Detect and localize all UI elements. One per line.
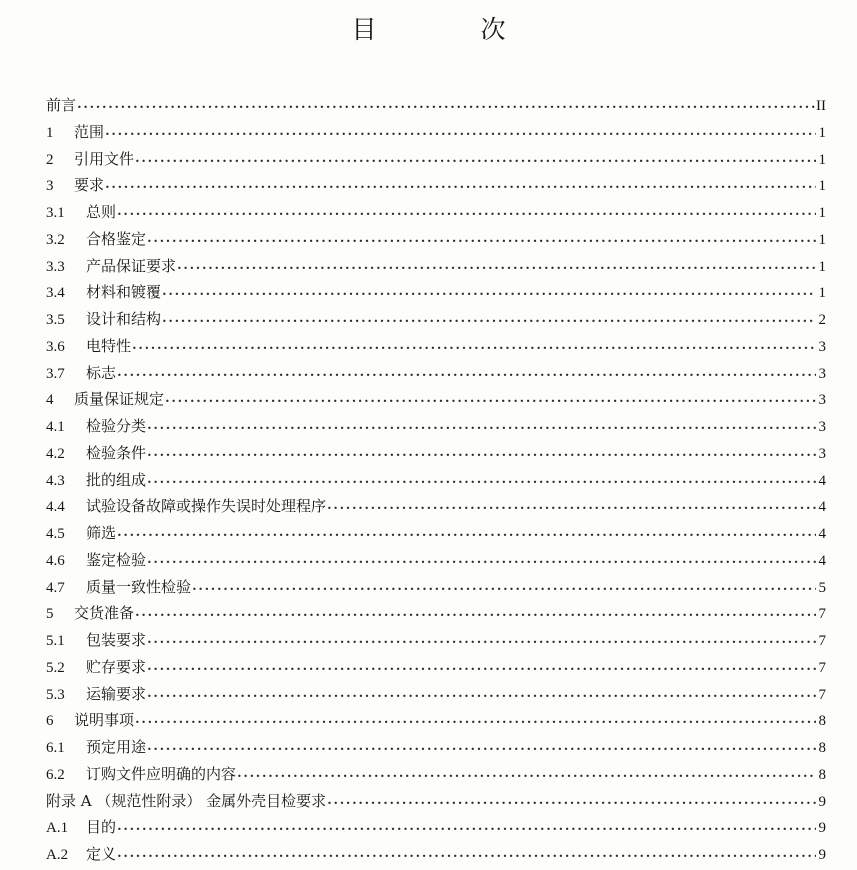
toc-entry-3-5[interactable] (46, 306, 826, 333)
toc-entry-6-1[interactable] (46, 734, 826, 761)
toc-page-number: 8 (818, 713, 826, 730)
toc-page-number: 3 (818, 419, 826, 435)
toc-entry-4-7[interactable] (46, 574, 826, 601)
toc-number: 5.3 (46, 686, 65, 703)
toc-entry-3-4[interactable] (46, 279, 826, 306)
dot-leader (147, 470, 816, 496)
toc-entry-appendix-a[interactable] (46, 788, 826, 815)
toc-page-number: 1 (818, 285, 826, 302)
toc-label: 包装要求 (86, 631, 147, 649)
toc-page-number: 7 (818, 633, 826, 649)
toc-entry-4[interactable] (46, 386, 826, 413)
dot-leader (105, 175, 816, 201)
toc-entry-3[interactable] (46, 172, 826, 199)
toc-entry-5[interactable] (46, 600, 826, 627)
dot-leader (165, 389, 816, 415)
toc-label: 质量一致性检验 (86, 577, 192, 596)
toc-label: 检验条件 (86, 443, 147, 462)
toc-page-number: 4 (818, 472, 826, 489)
toc-entry-4-5[interactable] (46, 520, 826, 547)
dot-leader (147, 657, 816, 683)
dot-leader (117, 844, 816, 870)
toc-label: 订购文件应明确的内容 (86, 764, 237, 783)
toc-page-number: 5 (818, 579, 826, 596)
toc-page-number: 4 (818, 552, 826, 569)
toc-number: 3.4 (46, 285, 65, 302)
toc-entry-6[interactable] (46, 707, 826, 734)
toc-number: 4.3 (46, 472, 65, 489)
toc-label: 鉴定检验 (86, 550, 147, 569)
toc-label: 范围 (74, 122, 105, 141)
toc-label: 定义 (86, 845, 117, 863)
dot-leader (162, 282, 816, 308)
toc-number: 5.1 (46, 633, 65, 649)
dot-leader (117, 363, 816, 389)
dot-leader (177, 256, 816, 282)
toc-label: 附录 A （规范性附录） 金属外壳目检要求 (46, 791, 327, 810)
dot-leader (147, 550, 816, 576)
table-of-contents (46, 92, 826, 868)
toc-number: 4.4 (46, 499, 65, 516)
toc-number: 4.7 (46, 579, 65, 596)
toc-page-number: 1 (818, 205, 826, 221)
toc-label: 检验分类 (86, 417, 147, 435)
toc-number: 3.7 (46, 365, 65, 382)
toc-number: 1 (46, 124, 54, 141)
dot-leader (117, 523, 816, 549)
toc-number: A.1 (46, 820, 69, 837)
toc-number: A.2 (46, 847, 69, 863)
toc-entry-a-1[interactable] (46, 814, 826, 841)
toc-page-number: II (816, 98, 826, 114)
dot-leader (117, 817, 816, 843)
toc-page-number: 7 (818, 659, 826, 676)
toc-page-number: 4 (818, 499, 826, 516)
toc-entry-4-4[interactable] (46, 493, 826, 520)
toc-label: 质量保证规定 (74, 390, 165, 409)
toc-number: 3 (46, 178, 54, 195)
toc-page-number: 3 (818, 365, 826, 382)
toc-page-number: 1 (818, 124, 826, 141)
toc-number: 4.2 (46, 445, 65, 462)
toc-label: 材料和镀覆 (86, 283, 162, 302)
toc-label: 电特性 (86, 336, 132, 355)
toc-label: 前言 (46, 96, 77, 114)
dot-leader (192, 577, 816, 603)
dot-leader (237, 764, 816, 790)
toc-entry-3-6[interactable] (46, 333, 826, 360)
toc-entry-2[interactable] (46, 146, 826, 173)
toc-entry-3-3[interactable] (46, 253, 826, 280)
toc-entry-5-3[interactable] (46, 681, 826, 708)
dot-leader (117, 202, 816, 228)
toc-page-number: 3 (818, 392, 826, 409)
toc-number: 4.1 (46, 419, 65, 435)
toc-page-number: 1 (818, 178, 826, 195)
toc-label: 总则 (86, 203, 117, 221)
toc-page-number: 4 (818, 526, 826, 542)
toc-page-number: 9 (818, 820, 826, 837)
toc-page-number: 1 (818, 258, 826, 275)
dot-leader (77, 95, 816, 121)
dot-leader (327, 496, 816, 522)
toc-label: 说明事项 (74, 711, 135, 730)
toc-number: 3.1 (46, 205, 65, 221)
dot-leader (135, 149, 816, 175)
toc-entry-4-3[interactable] (46, 467, 826, 494)
toc-number: 6.1 (46, 740, 65, 756)
toc-label: 设计和结构 (86, 310, 162, 328)
toc-entry-foreword[interactable] (46, 92, 826, 119)
page-title: 目 次 (351, 15, 554, 44)
dot-leader (147, 229, 816, 255)
toc-label: 贮存要求 (86, 657, 147, 676)
toc-number: 5 (46, 606, 54, 623)
dot-leader (135, 710, 816, 736)
toc-label: 要求 (74, 176, 105, 195)
dot-leader (147, 737, 816, 763)
dot-leader (132, 336, 816, 362)
toc-page-number: 2 (818, 312, 826, 328)
toc-entry-4-1[interactable] (46, 413, 826, 440)
toc-page-number: 1 (818, 151, 826, 168)
toc-number: 3.6 (46, 338, 65, 355)
toc-number: 3.5 (46, 312, 65, 328)
toc-page-number: 7 (818, 606, 826, 623)
toc-number: 3.2 (46, 231, 65, 248)
dot-leader (135, 603, 816, 629)
toc-label: 产品保证要求 (86, 256, 177, 275)
toc-page-number: 9 (818, 793, 826, 810)
toc-label: 交货准备 (74, 604, 135, 623)
toc-page-number: 1 (818, 231, 826, 248)
toc-number: 6.2 (46, 766, 65, 783)
toc-number: 6 (46, 713, 54, 730)
toc-label: 运输要求 (86, 684, 147, 703)
toc-label: 预定用途 (86, 738, 147, 756)
dot-leader (147, 443, 816, 469)
toc-label: 标志 (86, 363, 117, 382)
toc-number: 4.6 (46, 552, 65, 569)
toc-page-number: 3 (818, 445, 826, 462)
dot-leader (147, 630, 816, 656)
toc-entry-3-7[interactable] (46, 360, 826, 387)
toc-entry-4-2[interactable] (46, 440, 826, 467)
toc-label: 试验设备故障或操作失误时处理程序 (86, 497, 327, 516)
toc-entry-a-2[interactable] (46, 841, 826, 868)
dot-leader (327, 791, 816, 817)
toc-number: 5.2 (46, 659, 65, 676)
dot-leader (147, 684, 816, 710)
dot-leader (147, 416, 816, 442)
toc-number: 2 (46, 151, 54, 168)
toc-entry-3-2[interactable] (46, 226, 826, 253)
toc-label: 引用文件 (74, 149, 135, 168)
toc-entry-5-1[interactable] (46, 627, 826, 654)
toc-label: 批的组成 (86, 470, 147, 489)
toc-number: 3.3 (46, 258, 65, 275)
toc-page-number: 8 (818, 766, 826, 783)
toc-number: 4 (46, 392, 54, 409)
toc-entry-3-1[interactable] (46, 199, 826, 226)
toc-entry-1[interactable] (46, 119, 826, 146)
toc-page-number: 9 (818, 847, 826, 863)
toc-page-number: 8 (818, 740, 826, 756)
toc-label: 目的 (86, 818, 117, 837)
toc-number: 4.5 (46, 526, 65, 542)
dot-leader (105, 122, 816, 148)
toc-entry-5-2[interactable] (46, 654, 826, 681)
toc-entry-4-6[interactable] (46, 547, 826, 574)
toc-label: 筛选 (86, 524, 117, 542)
toc-page-number: 3 (818, 338, 826, 355)
dot-leader (162, 309, 816, 335)
toc-label: 合格鉴定 (86, 229, 147, 248)
toc-entry-6-2[interactable] (46, 761, 826, 788)
toc-page-number: 7 (818, 686, 826, 703)
